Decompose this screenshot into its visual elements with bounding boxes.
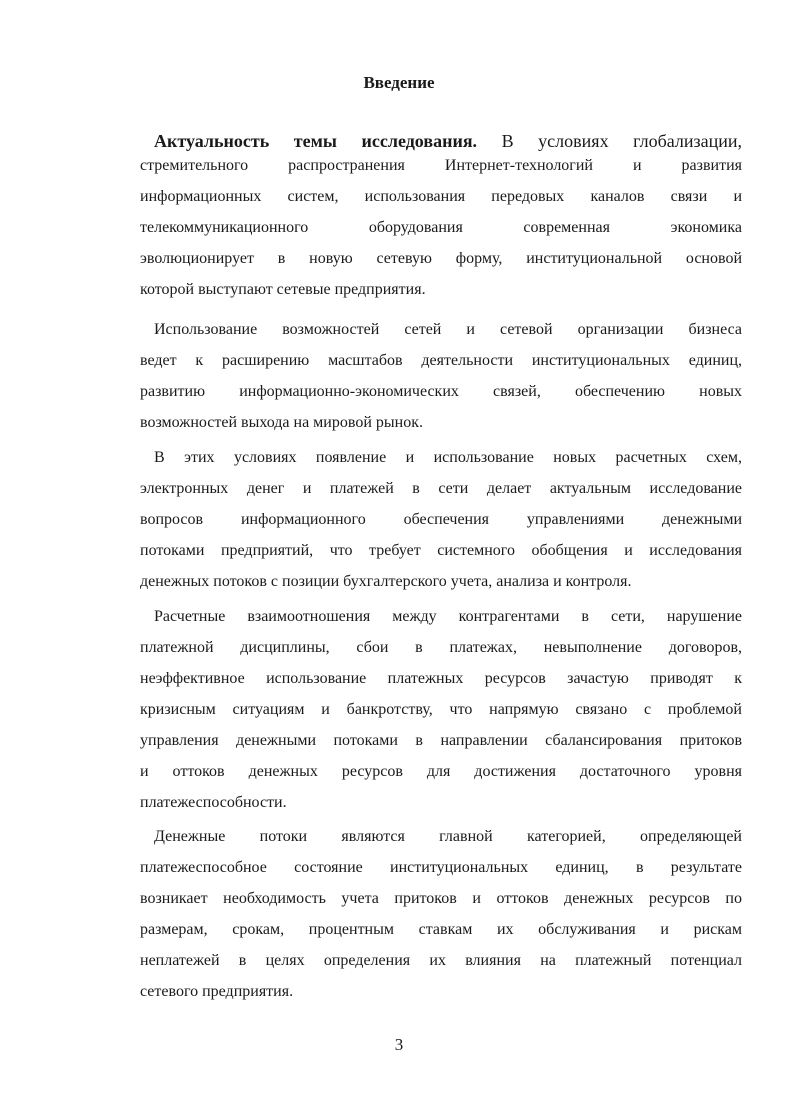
paragraph-line: неэффективное использование платежных ресурсов зачастую приводят к	[140, 670, 742, 687]
paragraph-line: вопросов информационного обеспечения управлениями денежными	[140, 511, 742, 528]
paragraph-line: которой выступают сетевые предприятия.	[140, 281, 426, 298]
paragraph-line: В этих условиях появление и использование новых расчетных схем,	[154, 449, 742, 466]
paragraph-line: возможностей выхода на мировой рынок.	[140, 414, 423, 431]
paragraph-line: денежных потоков с позиции бухгалтерского учета, анализа и контроля.	[140, 573, 632, 590]
paragraph-line: информационных систем, использования передовых каналов связи и	[140, 188, 742, 205]
paragraph-line: и оттоков денежных ресурсов для достижения достаточного уровня	[140, 763, 742, 780]
paragraph-1	[154, 126, 742, 157]
paragraph-line: ведет к расширению масштабов деятельности институциональных единиц,	[140, 352, 742, 369]
paragraph-line: платежеспособное состояние институциональных единиц, в результате	[140, 859, 742, 876]
paragraph-line: Денежные потоки являются главной категорией, определяющей	[154, 828, 742, 845]
paragraph-line: электронных денег и платежей в сети делает актуальным исследование	[140, 480, 742, 497]
paragraph-line: возникает необходимость учета притоков и оттоков денежных ресурсов по	[140, 890, 742, 907]
paragraph-line	[154, 126, 742, 157]
paragraph-line: стремительного распространения Интернет-технологий и развития	[140, 157, 742, 174]
paragraph-line: потоками предприятий, что требует системного обобщения и исследования	[140, 542, 742, 559]
paragraph-line: неплатежей в целях определения их влияния на платежный потенциал	[140, 952, 742, 969]
paragraph-line: платежеспособности.	[140, 794, 287, 811]
paragraph-line: платежной дисциплины, сбои в платежах, невыполнение договоров,	[140, 639, 742, 656]
page-number: 3	[394, 1035, 404, 1054]
paragraph-line: Расчетные взаимоотношения между контрагентами в сети, нарушение	[154, 608, 742, 625]
paragraph-line: эволюционирует в новую сетевую форму, институциональной основой	[140, 250, 742, 267]
paragraph-line: сетевого предприятия.	[140, 983, 294, 1000]
paragraph-line: Использование возможностей сетей и сетевой организации бизнеса	[154, 321, 742, 338]
paragraph-line: развитию информационно-экономических связей, обеспечению новых	[140, 383, 742, 400]
paragraph-line-text: В условиях глобализации,	[477, 131, 742, 151]
paragraph-line: телекоммуникационного оборудования современная экономика	[140, 219, 742, 236]
paragraph-line: кризисным ситуациям и банкротству, что напрямую связано с проблемой	[140, 701, 742, 718]
lead-phrase: Актуальность темы исследования.	[154, 131, 478, 151]
paragraph-line: размерам, срокам, процентным ставкам их обслуживания и рискам	[140, 921, 742, 938]
paragraph-line: управления денежными потоками в направлении сбалансирования притоков	[140, 732, 742, 749]
page-title: Введение	[363, 73, 435, 92]
